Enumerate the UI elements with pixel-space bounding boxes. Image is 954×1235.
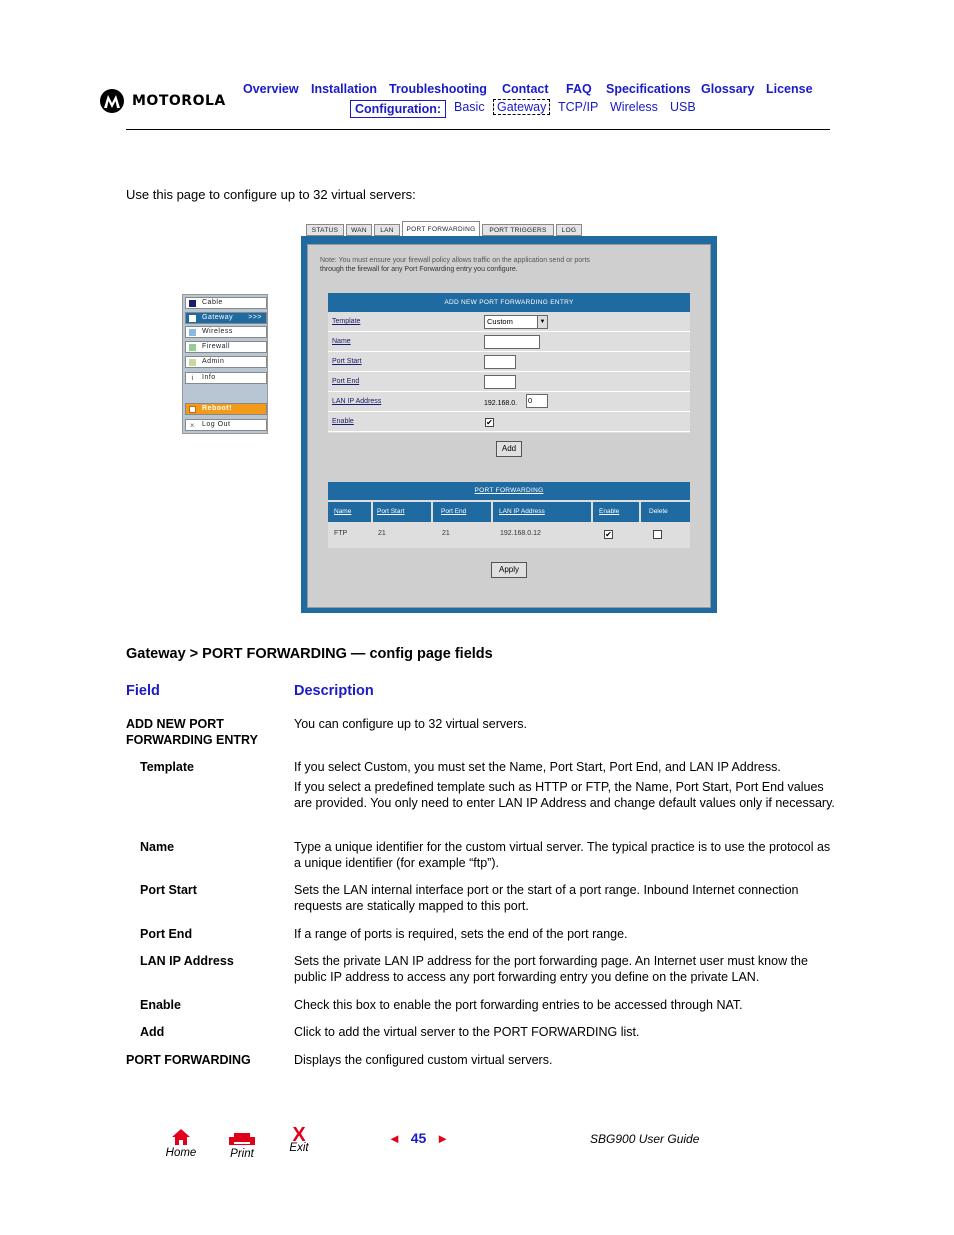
port-start-row: Port Start — [328, 353, 690, 372]
field-port-start: Port Start — [140, 883, 197, 897]
field-port-end: Port End — [140, 927, 193, 941]
desc-lan-ip: Sets the private LAN IP address for the port forwarding page. An Internet user must know the public IP address to access any port forwarding entry you define on the private LAN. — [294, 954, 808, 984]
col-port-end: Port End — [433, 502, 491, 522]
menu-item-gateway[interactable]: Gateway >>> — [185, 312, 267, 324]
nav-glossary[interactable]: Glossary — [701, 82, 755, 96]
subnav-tcpip[interactable]: TCP/IP — [558, 100, 599, 114]
lan-ip-input[interactable]: 0 — [526, 394, 548, 408]
nav-faq[interactable]: FAQ — [566, 82, 592, 96]
brand-name: MOTOROLA — [132, 93, 226, 109]
cable-square-icon — [189, 300, 196, 307]
print-icon — [228, 1133, 256, 1147]
port-forwarding-title: PORT FORWARDING — [328, 482, 690, 500]
nav-contact[interactable]: Contact — [502, 82, 549, 96]
exit-x-icon: X — [292, 1124, 306, 1146]
desc-port-start: Sets the LAN internal interface port or the start of a port range. Inbound Internet connection requests are statically mapped to this port. — [294, 883, 799, 913]
template-row: Template Custom ▼ — [328, 313, 690, 332]
enable-checkbox[interactable]: ✔ — [486, 418, 493, 427]
tab-lan[interactable]: LAN — [374, 224, 400, 236]
row-enable-checkbox[interactable]: ✔ — [605, 530, 612, 539]
desc-add-new-entry: You can configure up to 32 virtual servers. — [294, 717, 528, 731]
col-enable: Enable — [593, 502, 639, 522]
port-end-input[interactable] — [484, 375, 516, 389]
menu-item-firewall[interactable]: Firewall — [185, 341, 267, 353]
enable-row: Enable ✔ — [328, 413, 690, 432]
page-number: 45 — [410, 1130, 427, 1146]
col-port-start: Port Start — [373, 502, 431, 522]
desc-enable: Check this box to enable the port forwarding entries to be accessed through NAT. — [294, 998, 743, 1012]
field-add: Add — [140, 1025, 165, 1039]
wireless-square-icon — [189, 329, 196, 336]
port-forwarding-table — [328, 482, 690, 548]
port-forwarding-screenshot — [301, 218, 717, 613]
tab-port-triggers[interactable]: PORT TRIGGERS — [482, 224, 554, 236]
section-title: Gateway > PORT FORWARDING — config page fields — [126, 646, 493, 662]
header-divider — [126, 129, 830, 130]
cell-lan-ip: 192.168.0.12 — [500, 530, 541, 537]
admin-square-icon — [189, 359, 196, 366]
menu-item-info[interactable]: i Info — [185, 372, 267, 384]
add-entry-table — [328, 293, 690, 433]
subnav-usb[interactable]: USB — [670, 100, 696, 114]
desc-add: Click to add the virtual server to the PORT FORWARDING list. — [294, 1025, 640, 1039]
tab-log[interactable]: LOG — [556, 224, 582, 236]
desc-template-2: If you select a predefined template such as HTTP or FTP, the Name, Port Start, Port End values are provided. You only need to enter LAN IP Address and change default values only if necessary. — [294, 780, 835, 810]
firewall-note: Note: You must ensure your firewall policy allows traffic on the application send or ports through the firewall for any Port Forwarding entry you configure. — [320, 257, 590, 273]
name-row: Name — [328, 333, 690, 352]
subnav-basic[interactable]: Basic — [454, 100, 485, 114]
subnav-wireless[interactable]: Wireless — [610, 100, 658, 114]
lan-ip-prefix: 192.168.0. — [484, 400, 518, 407]
menu-item-cable[interactable]: Cable — [185, 297, 267, 309]
intro-text: Use this page to configure up to 32 virtual servers: — [126, 187, 416, 202]
port-start-input[interactable] — [484, 355, 516, 369]
lan-ip-row: LAN IP Address 192.168.0. 0 — [328, 393, 690, 412]
field-template: Template — [140, 760, 194, 774]
desc-template: If you select Custom, you must set the Name, Port Start, Port End, and LAN IP Address. — [294, 760, 781, 774]
configuration-label: Configuration: — [350, 100, 446, 118]
field-enable: Enable — [140, 998, 181, 1012]
nav-overview[interactable]: Overview — [243, 82, 299, 96]
home-button[interactable]: Home — [163, 1128, 199, 1159]
field-column-header: Field — [126, 683, 160, 699]
name-input[interactable] — [484, 335, 540, 349]
nav-license[interactable]: License — [766, 82, 813, 96]
template-select[interactable]: Custom ▼ — [484, 315, 548, 329]
exit-button[interactable]: X Exit — [285, 1124, 313, 1154]
menu-item-wireless[interactable]: Wireless — [185, 326, 267, 338]
cell-port-start: 21 — [378, 530, 386, 537]
field-port-forwarding: PORT FORWARDING — [126, 1053, 251, 1067]
tab-wan[interactable]: WAN — [346, 224, 372, 236]
gateway-side-menu — [182, 294, 268, 434]
desc-port-forwarding: Displays the configured custom virtual servers. — [294, 1053, 553, 1067]
gateway-square-icon — [189, 315, 196, 322]
desc-name: Type a unique identifier for the custom virtual server. The typical practice is to use the protocol as a unique identifier (for example “ftp”). — [294, 840, 831, 870]
field-add-new-entry: ADD NEW PORT FORWARDING ENTRY — [126, 717, 258, 747]
home-icon — [171, 1128, 191, 1146]
col-delete: Delete — [641, 502, 690, 522]
tab-status[interactable]: STATUS — [306, 224, 344, 236]
page-navigator — [388, 1130, 449, 1146]
nav-specifications[interactable]: Specifications — [606, 82, 691, 96]
field-lan-ip: LAN IP Address — [140, 954, 234, 968]
chevron-down-icon: ▼ — [537, 316, 547, 328]
print-button[interactable]: Print — [226, 1133, 258, 1160]
port-end-row: Port End — [328, 373, 690, 392]
row-delete-checkbox[interactable] — [653, 530, 662, 539]
motorola-logo — [100, 89, 240, 115]
menu-item-logout[interactable]: × Log Out — [185, 419, 267, 431]
cell-port-end: 21 — [442, 530, 450, 537]
prev-page-icon[interactable]: ◄ — [388, 1131, 401, 1146]
cell-name: FTP — [334, 530, 348, 537]
info-icon: i — [191, 375, 194, 382]
guide-title: SBG900 User Guide — [590, 1132, 700, 1146]
add-button[interactable]: Add — [496, 441, 522, 457]
menu-item-reboot[interactable]: Reboot! — [185, 403, 267, 415]
add-entry-title: ADD NEW PORT FORWARDING ENTRY — [328, 293, 690, 312]
apply-button[interactable]: Apply — [491, 562, 527, 578]
firewall-square-icon — [189, 344, 196, 351]
desc-port-end: If a range of ports is required, sets the end of the port range. — [294, 927, 628, 941]
tab-port-forwarding[interactable]: PORT FORWARDING — [402, 221, 480, 236]
motorola-batwing-icon — [100, 89, 124, 113]
nav-troubleshooting[interactable]: Troubleshooting — [389, 82, 487, 96]
reboot-icon — [189, 406, 196, 413]
nav-installation[interactable]: Installation — [311, 82, 377, 96]
menu-arrow: >>> — [248, 314, 262, 321]
logout-x-icon: × — [189, 421, 196, 430]
col-name: Name — [328, 502, 371, 522]
menu-item-admin[interactable]: Admin — [185, 356, 267, 368]
field-name: Name — [140, 840, 175, 854]
next-page-icon[interactable]: ► — [436, 1131, 450, 1146]
col-lan-ip: LAN IP Address — [493, 502, 591, 522]
description-column-header: Description — [294, 683, 374, 699]
subnav-gateway[interactable]: Gateway — [493, 99, 550, 115]
